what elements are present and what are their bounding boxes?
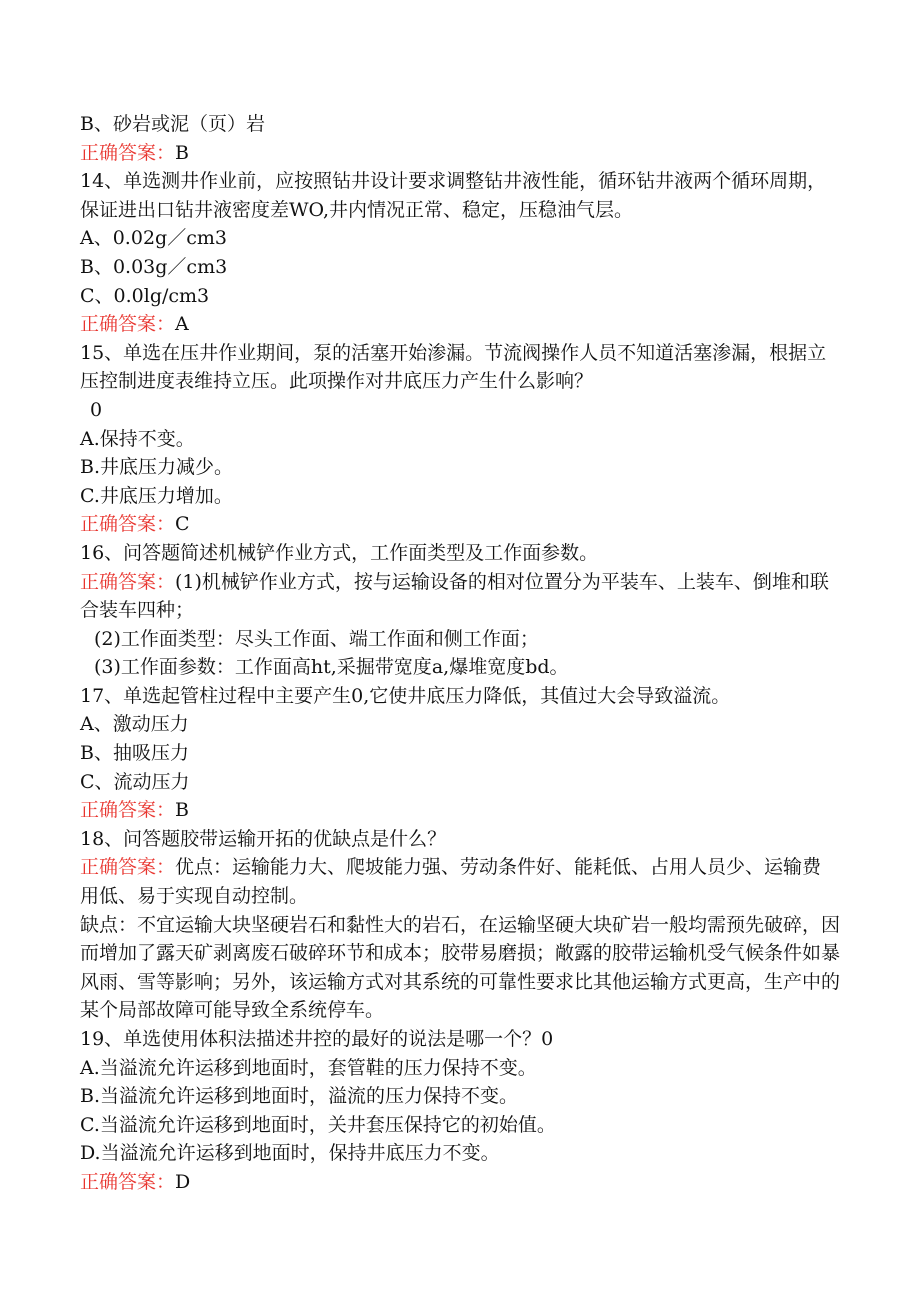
text-line: 17、单选起管柱过程中主要产生0,它使井底压力降低，其值过大会导致溢流。 bbox=[80, 684, 731, 707]
answer-label: 正确答案： bbox=[80, 513, 176, 536]
text-line: C、0.0lg/cm3 bbox=[80, 284, 210, 307]
answer-label: 正确答案： bbox=[80, 570, 176, 593]
text-line: B.井底压力减少。 bbox=[80, 456, 234, 479]
text-line: A.当溢流允许运移到地面时，套管鞋的压力保持不变。 bbox=[80, 1056, 537, 1079]
text-line: D.当溢流允许运移到地面时，保持井底压力不变。 bbox=[80, 1142, 500, 1165]
document-body bbox=[80, 110, 840, 1197]
text-line: 19、单选使用体积法描述井控的最好的说法是哪一个？0 bbox=[80, 1028, 554, 1050]
answer-line bbox=[80, 796, 840, 825]
answer-label: 正确答案： bbox=[80, 313, 176, 336]
answer-text: 优点：运输能力大、爬坡能力强、劳动条件好、能耗低、占用人员少、运输费用低、易于实现自动控制。 bbox=[80, 856, 822, 908]
answer-text: (1)机械铲作业方式，按与运输设备的相对位置分为平装车、上装车、倒堆和联合装车四种； bbox=[80, 570, 829, 622]
text-line: 缺点：不宜运输大块坚硬岩石和黏性大的岩石，在运输坚硬大块矿岩一般均需预先破碎，因而增加了露天矿剥离废石破碎环节和成本；胶带易磨损；敞露的胶带运输机受气候条件如暴风雨、雪等影响；另外，该运输方式对其系统的可靠性要求比其他运输方式更高，生产中的某个局部故障可能导致全系统停车。 bbox=[80, 913, 841, 1022]
answer-line bbox=[80, 853, 840, 910]
text-line: C、流动压力 bbox=[80, 770, 190, 793]
answer-line bbox=[80, 510, 840, 539]
answer-label: 正确答案： bbox=[80, 856, 176, 879]
answer-label: 正确答案： bbox=[80, 1170, 176, 1193]
answer-text: C bbox=[175, 513, 190, 536]
answer-line bbox=[80, 1168, 840, 1197]
answer-line bbox=[80, 568, 840, 625]
text-line: B.当溢流允许运移到地面时，溢流的压力保持不变。 bbox=[80, 1085, 519, 1108]
answer-line bbox=[80, 139, 840, 168]
answer-text: D bbox=[175, 1170, 191, 1193]
text-line: A、激动压力 bbox=[80, 713, 189, 736]
answer-text: A bbox=[175, 313, 189, 336]
text-line: C.当溢流允许运移到地面时，关井套压保持它的初始值。 bbox=[80, 1113, 556, 1136]
text-line: 16、问答题简述机械铲作业方式，工作面类型及工作面参数。 bbox=[80, 541, 599, 564]
text-line: A、0.02g／cm3 bbox=[80, 227, 227, 250]
text-line: C.井底压力增加。 bbox=[80, 484, 233, 507]
text-line: 18、问答题胶带运输开拓的优缺点是什么？ bbox=[80, 827, 447, 850]
text-line: (3)工作面参数：工作面高ht,采掘带宽度a,爆堆宽度bd。 bbox=[94, 656, 569, 679]
text-line: B、抽吸压力 bbox=[80, 742, 189, 765]
text-line: A.保持不变。 bbox=[80, 427, 195, 450]
text-line: 0 bbox=[90, 398, 103, 421]
answer-line bbox=[80, 310, 840, 339]
answer-text: B bbox=[175, 141, 189, 164]
text-line: (2)工作面类型：尽头工作面、端工作面和侧工作面； bbox=[94, 627, 539, 650]
answer-label: 正确答案： bbox=[80, 141, 176, 164]
answer-text: B bbox=[175, 799, 189, 822]
text-line: B、0.03g／cm3 bbox=[80, 255, 228, 278]
answer-label: 正确答案： bbox=[80, 799, 176, 822]
text-line: 15、单选在压井作业期间，泵的活塞开始渗漏。节流阀操作人员不知道活塞渗漏，根据立压控制进度表维持立压。此项操作对井底压力产生什么影响？ bbox=[80, 341, 827, 393]
text-line: 14、单选测井作业前，应按照钻井设计要求调整钻井液性能，循环钻井液两个循环周期，保证进出口钻井液密度差WO,井内情况正常、稳定，压稳油气层。 bbox=[80, 170, 827, 221]
text-line: B、砂岩或泥（页）岩 bbox=[80, 113, 265, 135]
